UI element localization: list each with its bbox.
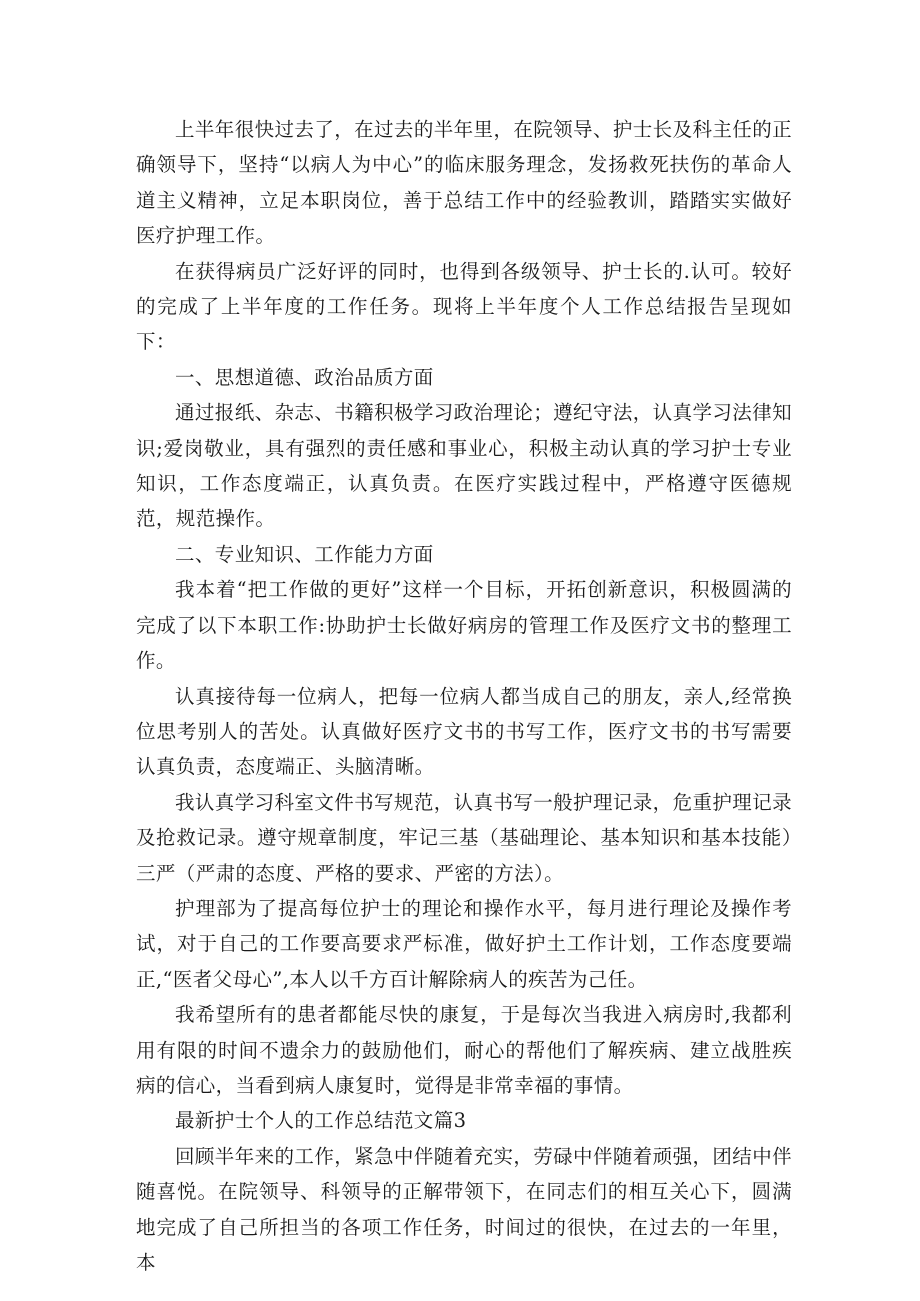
paragraph-ethics: 通过报纸、杂志、书籍积极学习政治理论；遵纪守法，认真学习法律知识;爱岗敬业，具有强烈的责任感和事业心，积极主动认真的学习护士专业知识，工作态度端正，认真负责。在医疗实践过程中，严格遵守医德规范，规范操作。	[136, 401, 792, 531]
paragraph-hope: 我希望所有的患者都能尽快的康复，于是每次当我进入病房时,我都利用有限的时间不遗余力的鼓励他们，耐心的帮他们了解疾病、建立战胜疾病的信心，当看到病人康复时，觉得是非常幸福的事情。	[136, 1003, 792, 1097]
paragraph-goal: 我本着“把工作做的更好”这样一个目标，开拓创新意识，积极圆满的完成了以下本职工作:协助护士长做好病房的管理工作及医疗文书的整理工作。	[136, 578, 792, 673]
paragraph-records: 我认真学习科室文件书写规范，认真书写一般护理记录，危重护理记录及抢救记录。遵守规章制度，牢记三基（基础理论、基本知识和基本技能）三严（严肃的态度、严格的要求、严密的方法）。	[136, 790, 792, 885]
section-title-part3: 最新护士个人的工作总结范文篇3	[175, 1109, 467, 1133]
paragraph-summary: 在获得病员广泛好评的同时，也得到各级领导、护士长的.认可。较好的完成了上半年度的工作任务。现将上半年度个人工作总结报告呈现如下：	[136, 259, 792, 354]
section-heading-skills: 二、专业知识、工作能力方面	[175, 542, 434, 566]
paragraph-intro: 上半年很快过去了，在过去的半年里，在院领导、护士长及科主任的正确领导下，坚持“以病人为中心”的临床服务理念，发扬救死扶伤的革命人道主义精神，立足本职岗位，善于总结工作中的经验教训，踏踏实实做好医疗护理工作。	[136, 118, 792, 248]
paragraph-patients: 认真接待每一位病人，把每一位病人都当成自己的朋友，亲人,经常换位思考别人的苦处。认真做好医疗文书的书写工作，医疗文书的书写需要认真负责，态度端正、头脑清晰。	[136, 684, 792, 779]
document-body	[136, 112, 792, 1280]
paragraph-exams: 护理部为了提高每位护士的理论和操作水平，每月进行理论及操作考试，对于自己的工作要高要求严标准，做好护土工作计划，工作态度要端正,“医者父母心”,本人以千方百计解除病人的疾苦为己任。	[136, 896, 792, 991]
paragraph-review: 回顾半年来的工作，紧急中伴随着充实，劳碌中伴随着顽强，团结中伴随喜悦。在院领导、科领导的正解带领下，在同志们的相互关心下，圆满地完成了自己所担当的各项工作任务，时间过的很快，在过去的一年里，本	[136, 1144, 792, 1274]
section-heading-ethics: 一、思想道德、政治品质方面	[175, 365, 434, 389]
